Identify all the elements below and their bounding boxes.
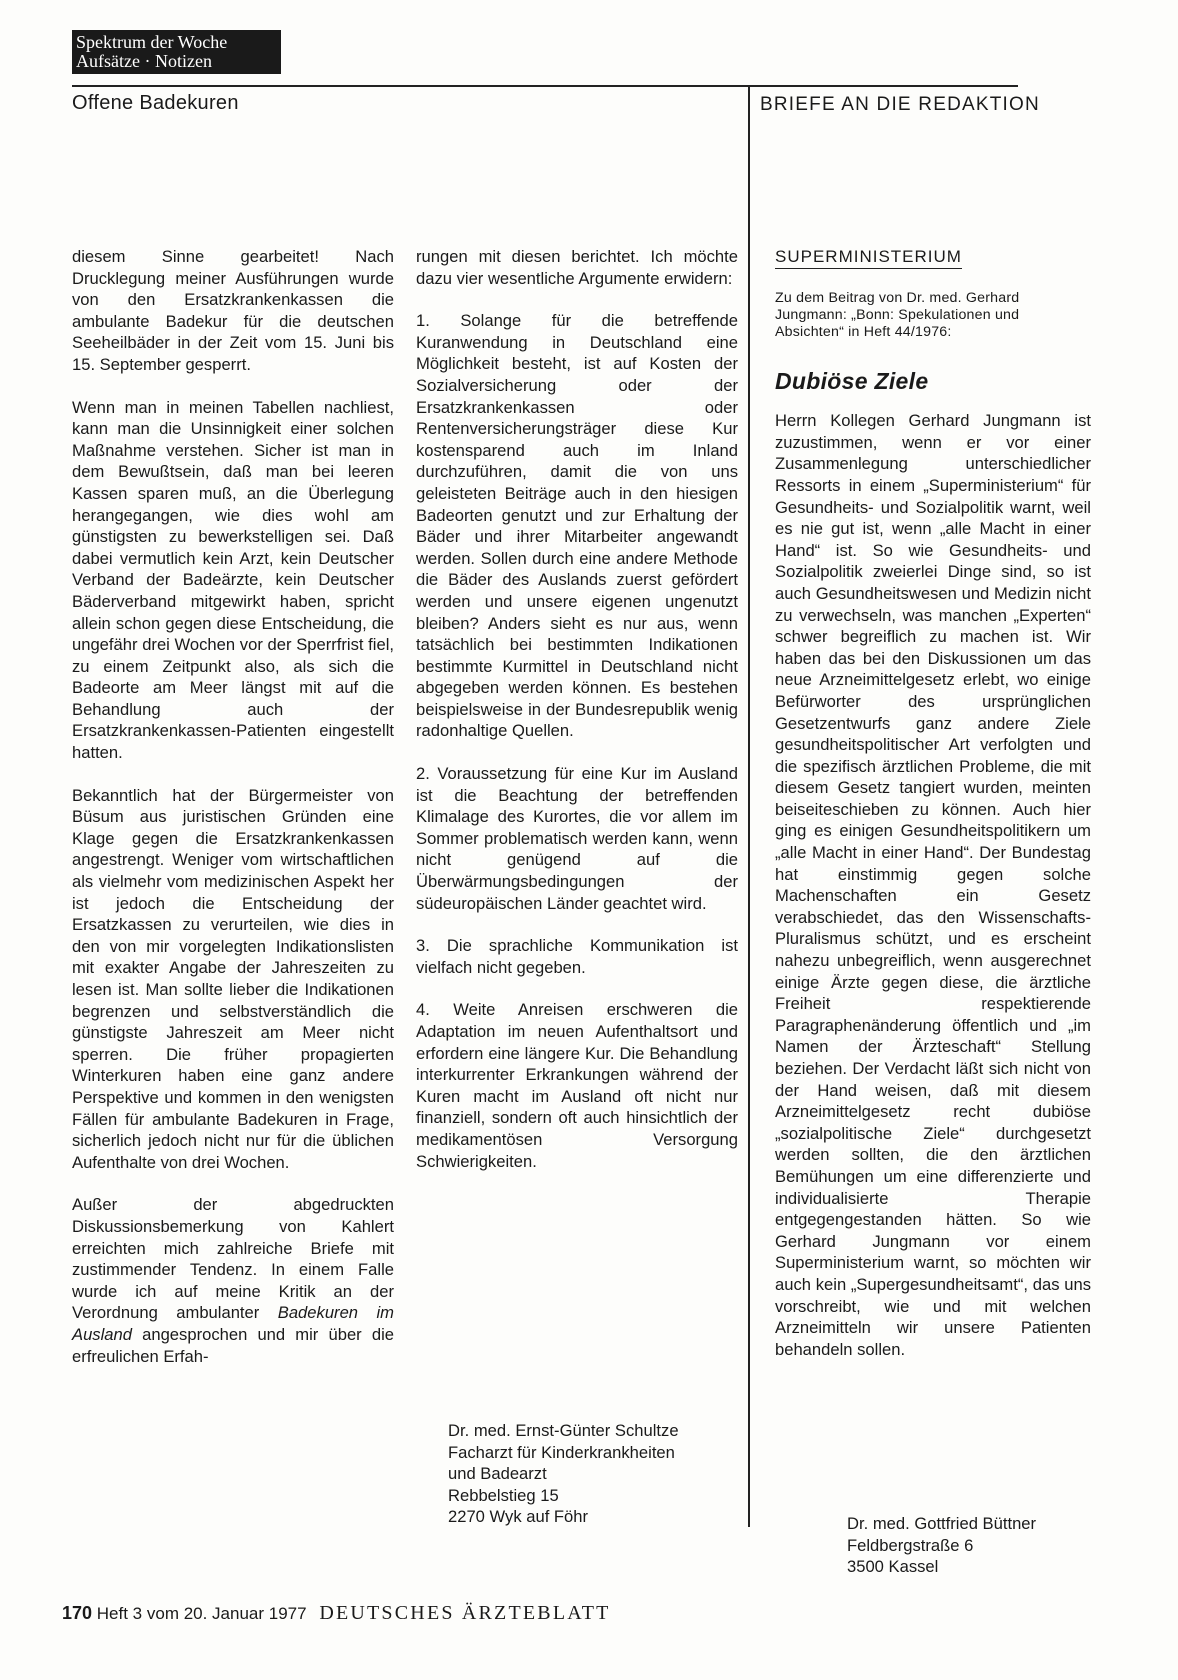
paragraph: Wenn man in meinen Tabellen nachliest, kann man die Unsinnigkeit einer solchen Maßnahme verstehen. Sicher ist man in dem Bewußtsein, daß man bei leeren Kassen sparen muß, an die Überlegung herangegangen, wie dies wohl am günstigsten zu bewerkstelligen sei. Daß dabei vermutlich kein Arzt, kein Deutscher Verband der Badeärzte, kein Deutscher Bäderverband mitgewirkt haben, spricht allein schon gegen diese Entscheidung, die ungefähr drei Wochen vor der Sperrfrist fiel, zu einem Zeitpunkt also, als sich die Badeorte am Meer längst mit auf die Behandlung auch der Ersatzkrankenkassen-Patienten eingestellt hatten. [72, 397, 394, 763]
signature-line: Dr. med. Gottfried Büttner [847, 1514, 1037, 1533]
section-title-right: BRIEFE AN DIE REDAKTION [760, 94, 1040, 115]
header-rule [72, 85, 1018, 87]
column-divider [748, 85, 750, 1527]
issue-info: Heft 3 vom 20. Januar 1977 [96, 1604, 307, 1623]
signature-line: Facharzt für Kinderkrankheiten [448, 1442, 675, 1462]
signature-line: und Badearzt [448, 1464, 547, 1484]
paragraph: 4. Weite Anreisen erschweren die Adaptation im neuen Aufenthaltsort und erfordern eine längere Kur. Die Behandlung interkurrenter Erkrankungen während der Kuren macht im Ausland oft nicht nur finanziell, sondern oft auch hinsichtlich der medikamentösen Versorgung Schwierigkeiten. [416, 1000, 738, 1171]
author-signature-2 [847, 1513, 1036, 1578]
letter-headline: Dubiöse Ziele [775, 367, 929, 394]
section-badge [72, 30, 281, 74]
paragraph-text: angesprochen und mir über die erfreulichen Erfah- [72, 1324, 394, 1366]
badge-line-2: Aufsätze · Notizen [76, 51, 212, 71]
badge-line-1: Spektrum der Woche [76, 32, 228, 52]
paragraph: rungen mit diesen berichtet. Ich möchte dazu vier wesentliche Argumente erwidern: [416, 247, 738, 288]
signature-line: Rebbelstieg 15 [448, 1485, 559, 1505]
paragraph: 1. Solange für die betreffende Kuranwendung in Deutschland eine Möglichkeit besteht, ist auf Kosten der Sozialversicherung oder der Ersatzkrankenkassen oder Rentenversicherungsträger diese Kur kostensparend auch im Inland durchzuführen, damit die von uns geleisteten Beiträge auch in den hiesigen Badeorten genutzt und zur Erhaltung der Bäder und ihrer Mitarbeiter angewandt werden. Sollen durch eine andere Methode die Bäder des Auslands zuerst gefördert werden und unsere eigenen ungenutzt bleiben? Anders sieht es nur aus, wenn tatsächlich bei bestimmten Indikationen bestimmte Kurmittel in Deutschland nicht abgegeben werden können. Es bestehen beispielsweise in der Bundesrepublik wenig radonhaltige Quellen. [416, 311, 738, 741]
signature-line: Dr. med. Ernst-Günter Schultze [448, 1421, 679, 1440]
page-footer [62, 1602, 611, 1625]
author-signature-1 [448, 1420, 679, 1528]
paragraph [72, 1194, 394, 1367]
paragraph: 3. Die sprachliche Kommunikation ist vielfach nicht gegeben. [416, 936, 738, 977]
emphasized-text: Badekuren im Ausland [72, 1303, 395, 1344]
paragraph: diesem Sinne gearbeitet! Nach Drucklegung meiner Ausführungen wurde von den Ersatzkrankenkassen die ambulante Badekur für die deutschen Seeheilbäder in der Zeit vom 15. Juni bis 15. September gesperrt. [72, 247, 394, 374]
publication-name: DEUTSCHES ÄRZTEBLATT [319, 1602, 611, 1624]
signature-line: Feldbergstraße 6 [847, 1535, 974, 1555]
paragraph-text: Außer der abgedruckten Diskussionsbemerkung von Kahlert erreichten mich zahlreiche Briefe mit zustimmender Tendenz. In einem Falle wurde ich auf meine Kritik an der Verordnung ambulanter [72, 1195, 394, 1323]
page-number: 170 [62, 1603, 93, 1623]
letter-topic [775, 246, 1091, 268]
letter-topic-text: SUPERMINISTERIUM [775, 247, 962, 269]
paragraph: Bekanntlich hat der Bürgermeister von Büsum aus juristischen Gründen eine Klage gegen die Ersatzkrankenkassen angestrengt. Weniger vom wirtschaftlichen als vielmehr vom medizinischen Aspekt her ist jedoch die Entscheidung der Ersatzkassen zu verurteilen, wie dies in den von mir vorgelegten Indikationslisten mit exakter Angabe der Jahreszeiten zu lesen ist. Man sollte lieber die Indikationen begrenzen und selbstverständlich die günstigste Jahreszeit am Meer nicht sperren. Die früher propagierten Winterkuren haben eine ganz andere Perspektive und kommen in den wenigsten Fällen für ambulante Badekuren in Frage, sicherlich jedoch nicht nur für die üblichen Aufenthalte von drei Wochen. [72, 785, 394, 1172]
paragraph: 2. Voraussetzung für eine Kur im Ausland ist die Beachtung der betreffenden Klimalage des Kurortes, die vor allem im Sommer problematisch werden kann, wenn nicht genügend auf die Überwärmungsbedingungen der südeuropäischen Länder geachtet wird. [416, 764, 738, 913]
letter-intro: Zu dem Beitrag von Dr. med. Gerhard Jungmann: „Bonn: Spekulationen und Absichten“ in Heft 44/1976: [775, 289, 1020, 340]
section-title-left: Offene Badekuren [72, 92, 239, 114]
letter-column [775, 246, 1091, 1381]
signature-line: 3500 Kassel [847, 1557, 939, 1577]
signature-line: 2270 Wyk auf Föhr [448, 1507, 589, 1527]
letter-body: Herrn Kollegen Gerhard Jungmann ist zuzustimmen, wenn er vor einer Zusammenlegung unterschiedlicher Ressorts in einem „Superministerium“ für Gesundheits- und Sozialpolitik warnt, weil es nie gut ist, wenn „alle Macht in einer Hand“ ist. So wie Gesundheits- und Sozialpolitik zweierlei Dinge sind, so ist auch Gesundheitswesen und Medizin nicht zu verwechseln, was manchen „Experten“ schwer begreiflich zu machen ist. Wir haben das bei den Diskussionen um das neue Arzneimittelgesetz erlebt, wo einige Befürworter des ursprünglichen Gesetzentwurfs ganz andere Ziele gesundheitspolitischer Art verfolgten und die spezifisch ärztlichen Probleme, die mit diesem Gesetz tangiert wurden, meinten beiseiteschieben zu können. Auch hier ging es einigen Gesundheitspolitikern um „alle Macht in einer Hand“. Der Bundestag hat einstimmig gegen solche Machenschaften ein Gesetz verabschiedet, das den Wissenschafts-Pluralismus schützt, und es erscheint nahezu unbegreiflich, wenn ausgerechnet einige Ärzte gegen diese, die ärztliche Freiheit respektierende Paragraphenänderung öffentlich und „im Namen der Ärzteschaft“ Stellung beziehen. Der Verdacht läßt sich nicht von der Hand weisen, daß mit diesem Arzneimittelgesetz recht dubiöse „sozialpolitische Ziele“ durchgesetzt werden sollten, die den ärztlichen Bemühungen um eine differenzierte und individualisierte Therapie entgegengestanden hätten. So wie Gerhard Jungmann vor einem Superministerium warnt, so möchten wir auch kein „Supergesundheitsamt“, das uns vorschreibt, wie und mit welchen Arzneimitteln wir unsere Patienten behandeln sollen. [775, 411, 1091, 1359]
article-column-1 [72, 246, 394, 1388]
article-column-2 [416, 246, 738, 1193]
